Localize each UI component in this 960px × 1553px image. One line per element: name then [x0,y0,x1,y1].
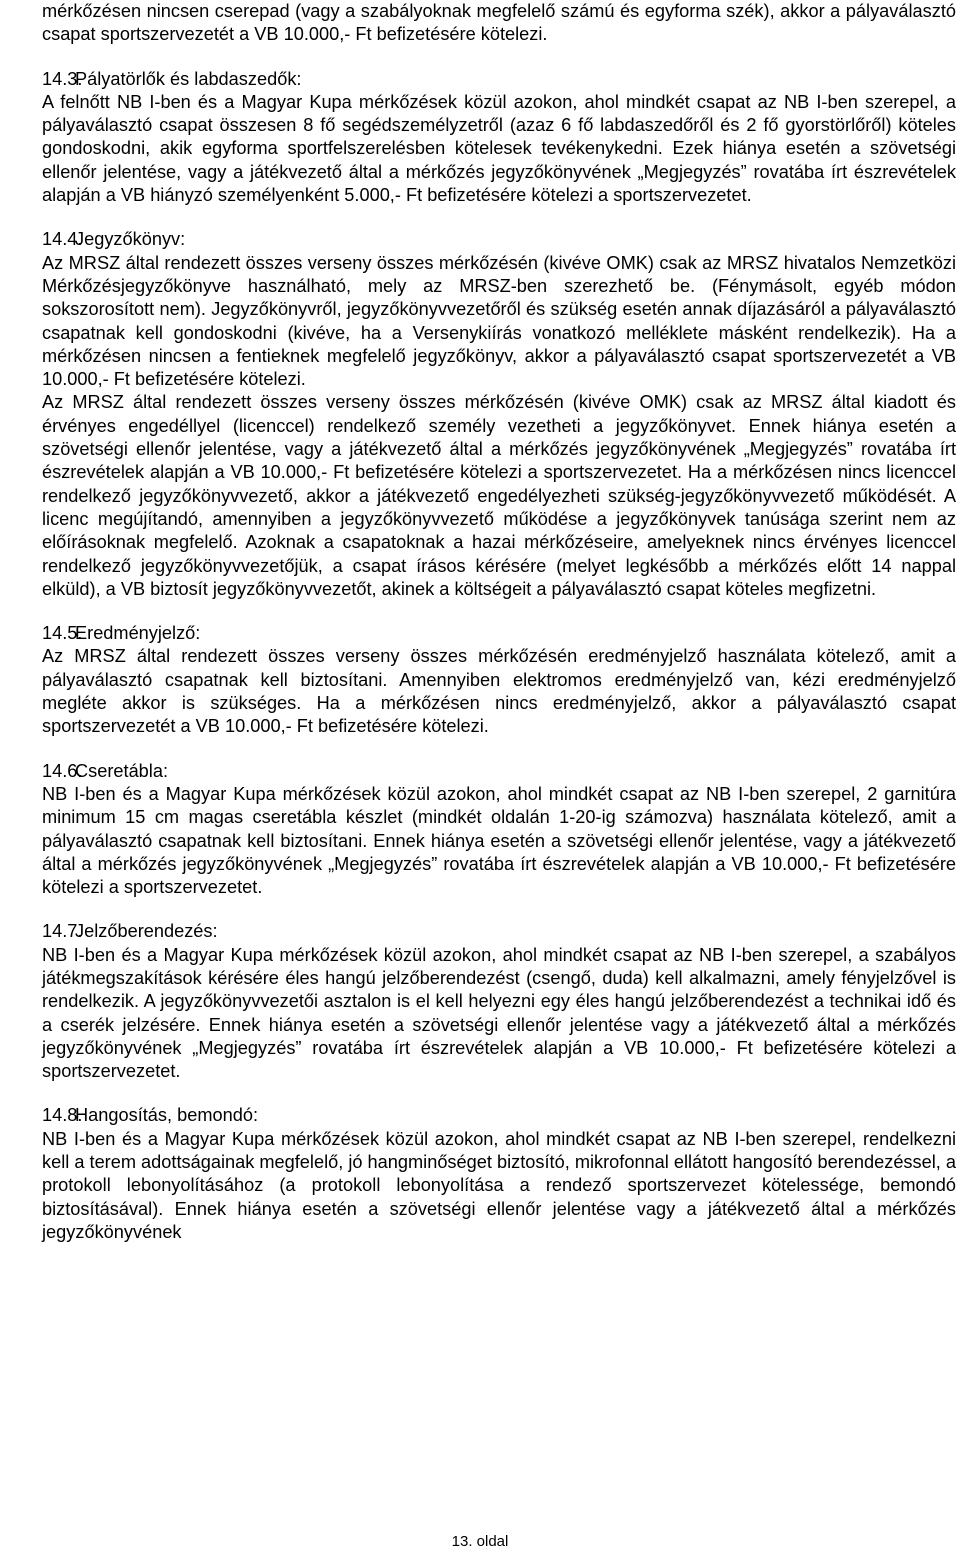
section-paragraph: Az MRSZ által rendezett összes verseny összes mérkőzésén (kivéve OMK) csak az MRSZ által kiadott és érvényes engedéllyel (licenccel) rendelkező személy vezetheti a jegyzőkönyvet. Ennek hiánya esetén a szövetségi ellenőr jelentése, vagy a játékvezető által a mérkőzés jegyzőkönyvének „Megjegyzés” rovatába írt észrevételek alapján a VB 10.000,- Ft befizetésére kötelezi a sportszervezetet. Ha a mérkőzésen nincs licenccel rendelkező jegyzőkönyvvezető, akkor a játékvezető engedélyezheti szükség-jegyzőkönyvvezető működését. A licenc megújítandó, amennyiben a jegyzőkönyvvezető működése a jegyzőkönyvek tanúsága szerint nem az előírásoknak megfelelő. Azoknak a csapatoknak a hazai mérkőzéseire, amelyeknek nincs érvényes licenccel rendelkező jegyzőkönyvvezetőjük, a csapat írásos kérésére (melyet legkésőbb a mérkőzés előtt 14 nappal elküld), a VB biztosít jegyzőkönyvvezetőt, akinek a költségeit a pályaválasztó csapat köteles megfizetni. [42,392,956,599]
section-heading [42,622,956,645]
section-paragraph: A felnőtt NB I-ben és a Magyar Kupa mérkőzések közül azokon, ahol mindkét csapat az NB I-ben szerepel, a pályaválasztó csapat összesen 8 fő segédszemélyzetről (azaz 6 fő labdaszedőről és 2 fő gyorstörlőről) köteles gondoskodni, akik egyforma sportfelszerelésben kötelesek tevékenykedni. Ezek hiánya esetén a szövetségi ellenőr jelentése, vagy a játékvezető által a mérkőzés jegyzőkönyvének „Megjegyzés” rovatába írt észrevételek alapján a VB hiányzó személyenként 5.000,- Ft befizetésére kötelezi a sportszervezetet. [42,91,956,206]
section-title: Eredményjelző: [75,623,201,644]
section-14-7 [42,920,956,1083]
section-paragraph: NB I-ben és a Magyar Kupa mérkőzések közül azokon, ahol mindkét csapat az NB I-ben szerepel, a szabályos játékmegszakítások kérésére éles hangú jelzőberendezést (csengő, duda) kell alkalmazni, amely fényjelzővel is rendelkezik. A jegyzőkönyvvezetői asztalon is el kell helyezni egy éles hangú jelzőberendezést a technikai idő és a cserék jelzésére. Ennek hiánya esetén a szövetségi ellenőr jelentése vagy a játékvezető által a mérkőzés jegyzőkönyvének „Megjegyzés” rovatába írt észrevételek alapján a VB 10.000,- Ft befizetésére kötelezi a sportszervezetet. [42,944,956,1082]
section-14-5 [42,622,956,738]
section-14-3 [42,68,956,208]
section-number: 14.7. [42,921,83,942]
section-title: Jelzőberendezés: [75,921,218,942]
section-heading [42,68,956,91]
section-paragraph: Az MRSZ által rendezett összes verseny összes mérkőzésén eredményjelző használata kötelező, amit a pályaválasztó csapatnak kell biztosítani. Amennyiben elektromos eredményjelző van, kézi eredményjelző megléte akkor is szükséges. Ha a mérkőzésen nincs eredményjelző, akkor a pályaválasztó csapat sportszervezetét a VB 10.000,- Ft befizetésére kötelezi. [42,646,956,737]
intro-paragraph: mérkőzésen nincsen cserepad (vagy a szabályoknak megfelelő számú és egyforma szék), akkor a pályaválasztó csapat sportszervezetét a VB 10.000,- Ft befizetésére kötelezi. [42,1,956,45]
section-paragraph: NB I-ben és a Magyar Kupa mérkőzések közül azokon, ahol mindkét csapat az NB I-ben szerepel, rendelkezni kell a terem adottságainak megfelelő, jó hangminőséget biztosító, mikrofonnal ellátott hangosító berendezéssel, a protokoll lebonyolításához (a protokoll lebonyolítása a rendező sportszervezet kötelessége, bemondó biztosításával). Ennek hiánya esetén a szövetségi ellenőr jelentése vagy a játékvezető által a mérkőzés jegyzőkönyvének [42,1128,956,1242]
section-paragraph: Az MRSZ által rendezett összes verseny összes mérkőzésén (kivéve OMK) csak az MRSZ hivatalos Nemzetközi Mérkőzésjegyzőkönyve használható, mely az MRSZ-ben szerezhető be. (Fénymásolt, egyéb módon sokszorosított nem). Jegyzőkönyvről, jegyzőkönyvvezetőről és szükség esetén annak díjazásáról a pályaválasztó csapatnak kell gondoskodni (kivéve, ha a Versenykiírás vonatkozó melléklete másként rendelkezik). Ha a mérkőzésen nincsen a fentieknek megfelelő jegyzőkönyv, akkor a pályaválasztó csapat sportszervezetét a VB 10.000,- Ft befizetésére kötelezi. [42,252,956,390]
section-paragraph: NB I-ben és a Magyar Kupa mérkőzések közül azokon, ahol mindkét csapat az NB I-ben szerepel, 2 garnitúra minimum 15 cm magas cseretábla készlet (mindkét oldalán 1-20-ig számozva) használata kötelező, amit a pályaválasztó csapatnak kell biztosítani. Ennek hiánya esetén a szövetségi ellenőr jelentése, vagy a játékvezető által a mérkőzés jegyzőkönyvének „Megjegyzés” rovatába írt észrevételek alapján a VB 10.000,- Ft befizetésére kötelezi a sportszervezetet. [42,783,956,898]
section-title: Cseretábla: [75,760,169,781]
section-number: 14.5. [42,623,83,644]
document-body [42,0,956,1244]
section-14-4 [42,228,956,601]
section-heading [42,1104,956,1127]
section-title: Pályatörlők és labdaszedők: [75,68,302,89]
section-14-6 [42,760,956,900]
section-number: 14.3. [42,68,83,89]
page-number: 13. oldal [451,1533,509,1550]
section-heading [42,228,956,251]
section-14-8 [42,1104,956,1244]
section-title: Hangosítás, bemondó: [75,1105,259,1126]
section-heading [42,920,956,943]
section-number: 14.4. [42,229,83,250]
section-number: 14.6. [42,760,83,781]
section-number: 14.8. [42,1105,83,1126]
section-title: Jegyzőkönyv: [75,229,186,250]
section-heading [42,760,956,783]
